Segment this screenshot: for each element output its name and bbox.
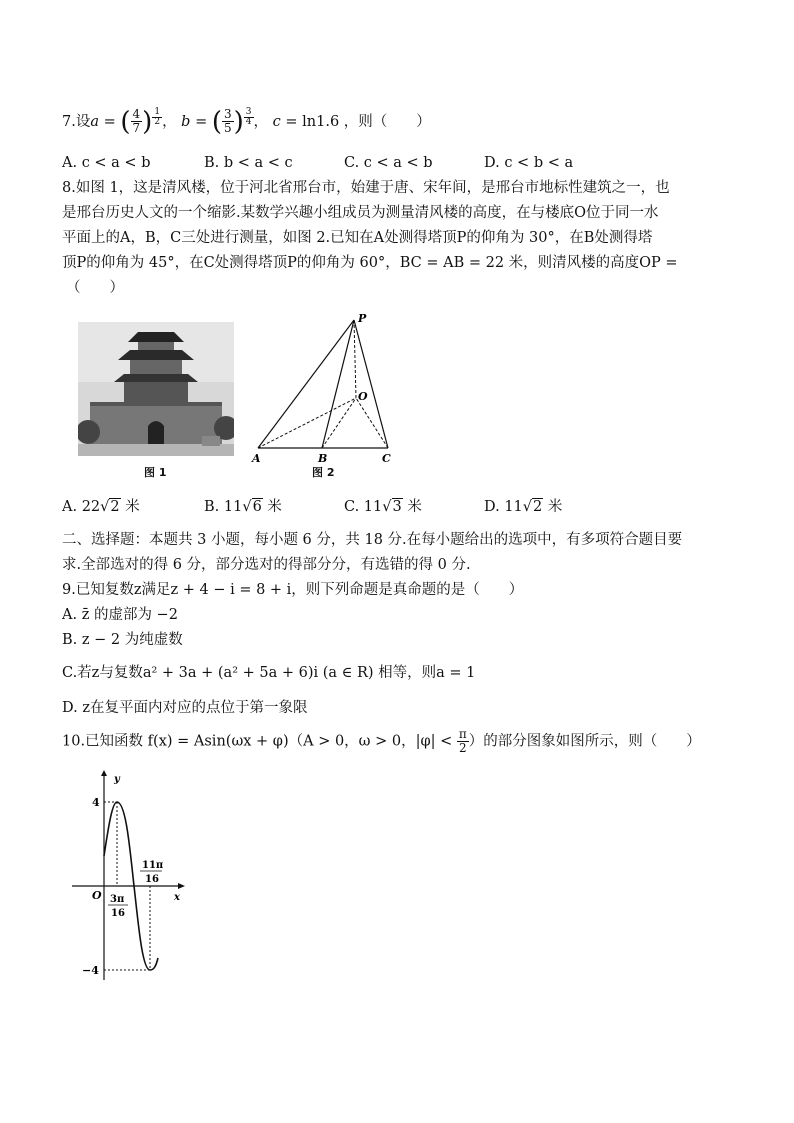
y-max-label: 4 [92, 796, 100, 809]
q10-pi-over-2 [457, 728, 469, 755]
y-axis-arrow [101, 770, 107, 776]
q8-a-rad: 2 [110, 499, 120, 515]
q8-b-letter: B. [204, 499, 220, 515]
q8-line-3: 平面上的A，B，C三处进行测量，如图 2.已知在A处测得塔顶P的仰角为 30°，在B处测得塔 [62, 230, 653, 246]
q8-a-unit: 米 [125, 499, 140, 515]
x1-num: 3π [110, 894, 125, 905]
q8-c-unit: 米 [407, 499, 422, 515]
q7-option-b[interactable]: B. b < a < c [204, 155, 293, 171]
segment-oc [356, 398, 388, 448]
q8-a-letter: A. [62, 499, 78, 515]
q8-option-b[interactable]: B. 11√6 米 [204, 499, 282, 515]
q9-stem: 9.已知复数z满足z + 4 − i = 8 + i，则下列命题是真命题的是（ ） [62, 582, 524, 598]
question-7-stem: 7.设a = ( $\frac{4}{7}$ ) $^{\frac{1}{2}}$ ， b = ( $\frac{3}{5}$ ) $^{\frac{3}{4}}$ ， c = ln1.6 ，则（ ） [62, 106, 431, 137]
segment-ob [322, 398, 356, 448]
section-2-line-2: 求.全部选对的得 6 分，部分选对的得部分分，有选错的得 0 分. [62, 557, 471, 573]
q8-line-4: 顶P的仰角为 45°，在C处测得塔顶P的仰角为 60°，BC = AB = 22 米，则清风楼的高度OP = [62, 255, 678, 271]
segment-pb [322, 320, 354, 448]
q8-c-letter: C. [344, 499, 360, 515]
y-min-label: −4 [82, 964, 99, 977]
q7-option-a[interactable]: A. c < a < b [62, 155, 151, 171]
x2-den: 16 [145, 874, 159, 885]
segment-po [354, 320, 356, 398]
label-p: P [358, 312, 367, 325]
figure-1-tower-photo [78, 322, 234, 456]
q9-option-d[interactable]: D. z在复平面内对应的点位于第一象限 [62, 700, 308, 716]
x1-den: 16 [111, 908, 125, 919]
q7-option-d[interactable]: D. c < b < a [484, 155, 574, 171]
origin-label: O [92, 889, 102, 902]
q7-suffix: ，则（ ） [343, 113, 431, 130]
label-a: A [252, 452, 261, 465]
y-axis-label: y [114, 774, 120, 785]
q8-b-coef: 11 [223, 499, 243, 515]
q8-d-letter: D. [484, 499, 500, 515]
figure-2-geometry [248, 312, 408, 467]
q8-line-1: 8.如图 1，这是清风楼，位于河北省邢台市，始建于唐、宋年间，是邢台市地标性建筑之一，也 [62, 180, 670, 196]
q7-option-c[interactable]: C. c < a < b [344, 155, 433, 171]
q8-c-coef: 11 [363, 499, 383, 515]
q7-prefix: 7.设 [62, 113, 91, 130]
figure-1-caption: 图 1 [144, 466, 167, 479]
q8-d-rad: 2 [533, 499, 543, 515]
q8-c-rad: 3 [392, 499, 402, 515]
q8-line-5: （ ） [66, 280, 124, 296]
q9-option-c[interactable]: C.若z与复数a² + 3a + (a² + 5a + 6)i (a ∈ R) 相等，则a = 1 [62, 665, 476, 681]
q10-pi-num: π [458, 727, 467, 741]
segment-oa [258, 398, 356, 448]
q8-line-2: 是邢台历史人文的一个缩影.某数学兴趣小组成员为测量清风楼的高度，在与楼底O位于同一水 [62, 205, 659, 221]
label-o: O [358, 390, 368, 403]
segment-pa [258, 320, 354, 448]
segment-pc [354, 320, 388, 448]
q8-option-a[interactable]: A. 22√2 米 [62, 499, 140, 515]
q8-a-coef: 22 [81, 499, 101, 515]
x2-num: 11π [142, 860, 164, 871]
q9-option-a[interactable]: A. z̄ 的虚部为 −2 [62, 607, 178, 623]
section-2-line-1: 二、选择题：本题共 3 小题，每小题 6 分，共 18 分.在每小题给出的选项中，有多项符合题目要 [62, 532, 683, 548]
figure-2-caption: 图 2 [312, 466, 335, 479]
label-c: C [382, 452, 391, 465]
q8-b-unit: 米 [267, 499, 282, 515]
q8-d-unit: 米 [547, 499, 563, 515]
q8-b-rad: 6 [252, 499, 262, 515]
x-axis-arrow [178, 883, 185, 889]
q10-pi-den: 2 [459, 741, 467, 755]
q9-option-b[interactable]: B. z − 2 为纯虚数 [62, 632, 183, 648]
q10-stem [62, 728, 701, 755]
label-b: B [318, 452, 328, 465]
q8-option-c[interactable]: C. 11√3 米 [344, 499, 422, 515]
q10-prefix: 10.已知函数 f(x) = Asin(ωx + φ)（A > 0，ω > 0，|φ| < [62, 733, 453, 750]
q10-sine-graph [70, 770, 195, 985]
q8-option-d[interactable]: D. 11√2 米 [484, 499, 563, 515]
x-axis-label: x [174, 892, 180, 903]
q8-d-coef: 11 [504, 499, 523, 515]
q10-suffix: ）的部分图象如图所示，则（ ） [468, 733, 701, 750]
